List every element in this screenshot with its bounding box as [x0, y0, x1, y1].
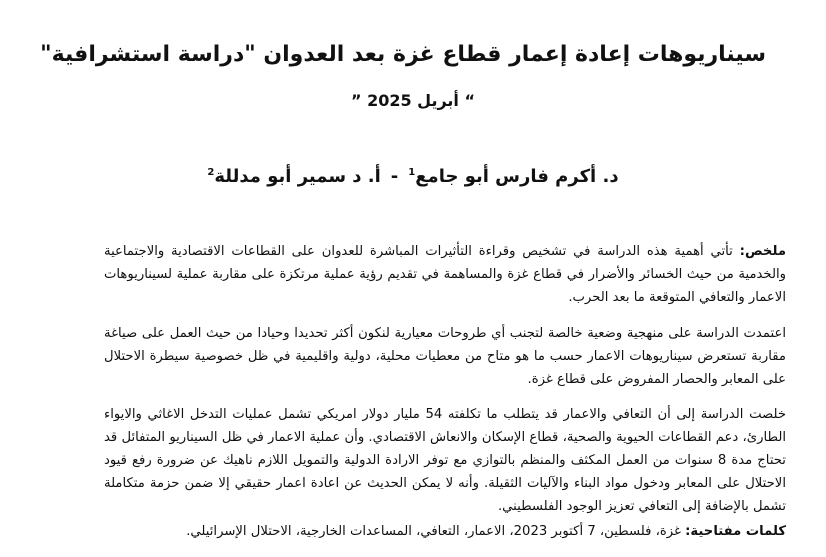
abstract-paragraph-2: اعتمدت الدراسة على منهجية وضعية خالصة لتجنب أي طروحات معيارية لنكون أكثر تحديدا وحيادا من حيث العمل على صياغة مقاربة تستعرض سيناريوهات الاعمار حسب ما هو متاح من معطيات محلية، دولية واقليمية في ظل خصوصية سيطرة الاحتلال على المعابر والحصار المفروض على قطاع غزة. [104, 326, 786, 387]
authors-line [0, 164, 826, 190]
author-2-name: أ. د سمير أبو مدللة [214, 166, 381, 187]
keywords-text: غزة، فلسطين، 7 أكتوبر 2023، الاعمار، التعافي، المساعدات الخارجية، الاحتلال الإسرائيلي. [186, 524, 681, 539]
abstract-paragraph-1 [104, 240, 786, 309]
paper-title: سيناريوهات إعادة إعمار قطاع غزة بعد العدوان "دراسة استشرافية" [40, 42, 766, 67]
author-2-footnote-ref: 2 [207, 167, 215, 178]
abstract-paragraph-3: خلصت الدراسة إلى أن التعافي والاعمار قد يتطلب ما تكلفته 54 مليار دولار امريكي تشمل عمليات التدخل الاغاثي والايواء الطارئ، دعم القطاعات الحيوية والصحية، قطاع الإسكان والانعاش الاقتصادي. وأن عملية الاعمار في ظل السيناريو المتفائل قد تحتاج مدة 8 سنوات من العمل المكثف والمنظم بالتوازي مع توفر الارادة الدولية والتمويل اللازم ناهيك عن ضرورة رفع قيود الاحتلال على المعابر ودخول مواد البناء والآليات الثقيلة. وأنه لا يمكن الحديث عن اعادة اعمار حقيقي إلا ضمن حزمة متكاملة تشمل بالإضافة إلى التعافي تعزيز الوجود الفلسطيني. [104, 407, 786, 514]
author-1-footnote-ref: 1 [408, 167, 416, 178]
abstract-text-1: تأتي أهمية هذه الدراسة في تشخيص وقراءة التأثيرات المباشرة للعدوان على القطاعات الاقتصادية والاجتماعية والخدمية من حيث الخسائر والأضرار في قطاع غزة والمساهمة في تقديم رؤية عملية مرتكزة على مقاربة عملية لسيناريوهات الاعمار والتعافي المتوقعة ما بعد الحرب. [104, 244, 786, 305]
keywords-line [104, 520, 786, 543]
keywords-label: كلمات مفتاحية: [685, 524, 786, 539]
abstract-label: ملخص: [739, 244, 786, 259]
publication-date: “ أبريل 2025 ” [350, 91, 475, 110]
author-separator: - [390, 166, 399, 187]
author-2 [207, 166, 380, 187]
author-1 [408, 166, 618, 187]
author-1-name: د. أكرم فارس أبو جامع [415, 166, 619, 187]
